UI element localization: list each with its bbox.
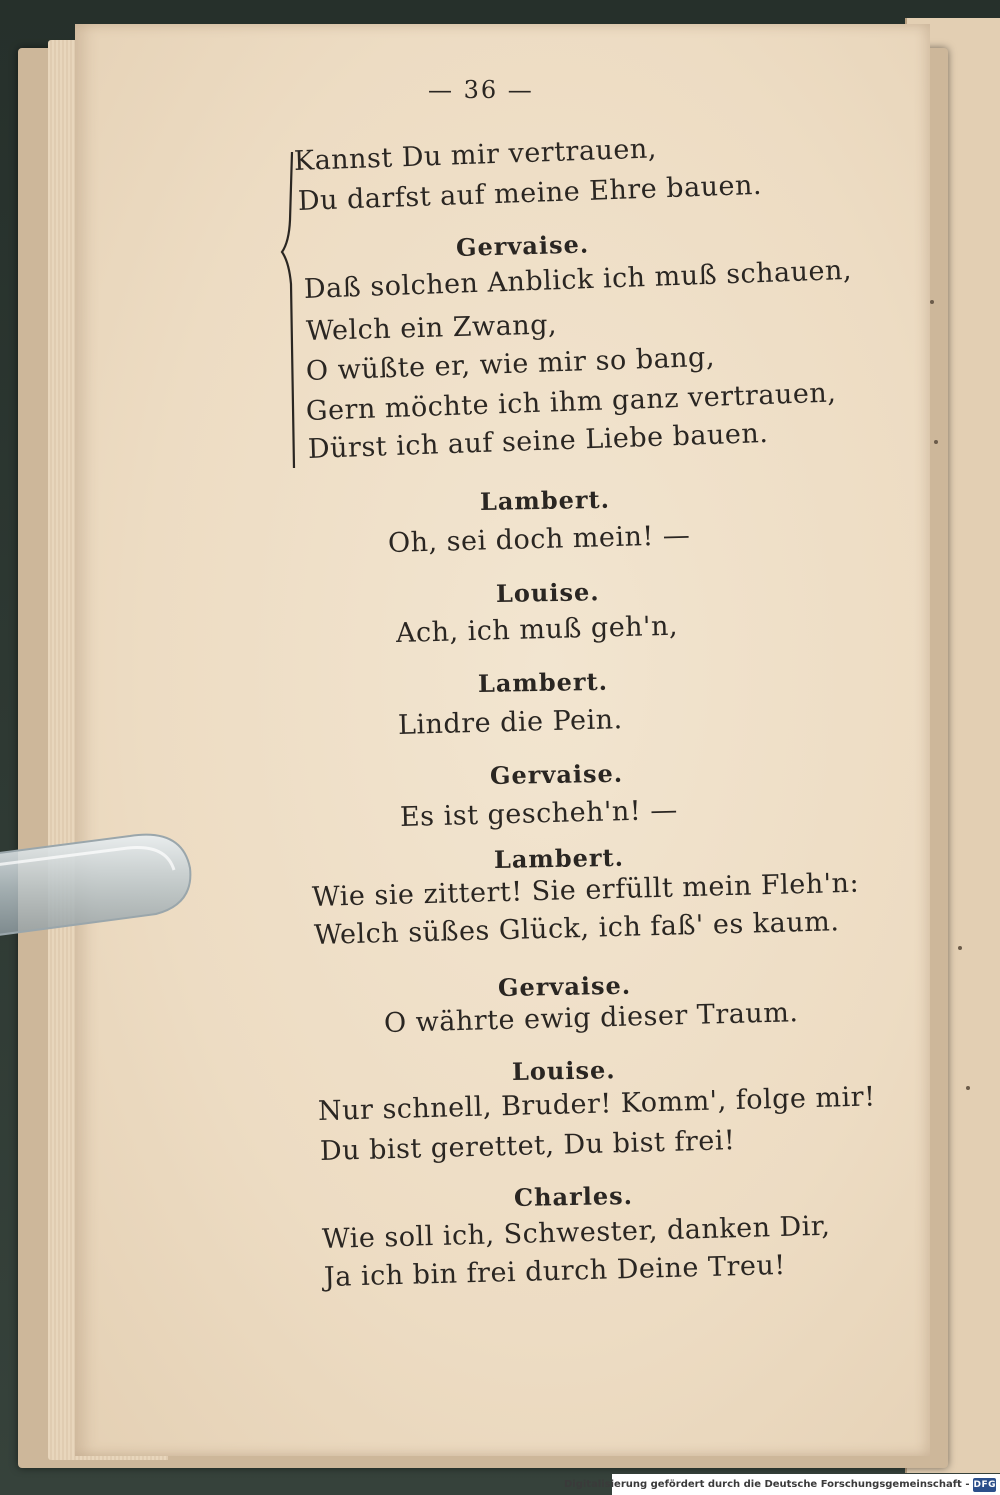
text-line: Lindre die Pein. — [397, 704, 624, 741]
text-line: Ja ich bin frei durch Deine Treu! — [323, 1249, 786, 1293]
speaker-name: Charles. — [513, 1180, 634, 1212]
text-line: Kannst Du mir vertrauen, — [293, 133, 658, 177]
paper-speck — [930, 300, 934, 304]
dfg-logo-icon: DFG — [973, 1479, 996, 1490]
speaker-name: Lambert. — [493, 842, 625, 874]
paper-speck — [966, 1086, 970, 1090]
paper-speck — [958, 946, 962, 950]
text-line: Es ist gescheh'n! — — [399, 794, 679, 833]
speaker-name: Louise. — [495, 577, 600, 608]
text-line: Dürst ich auf seine Liebe bauen. — [307, 417, 769, 465]
speaker-name: Louise. — [511, 1055, 616, 1086]
text-line: Welch ein Zwang, — [305, 309, 558, 347]
speaker-name: Gervaise. — [489, 758, 624, 790]
text-line: Oh, sei doch mein! — — [387, 520, 691, 559]
paper-speck — [934, 440, 938, 444]
text-line: Daß solchen Anblick ich muß schauen, — [303, 254, 853, 305]
digitization-footer — [563, 1474, 1000, 1495]
text-line: Wie soll ich, Schwester, danken Dir, — [321, 1210, 831, 1255]
speaker-name: Lambert. — [477, 666, 609, 698]
text-line: O währte ewig dieser Traum. — [383, 997, 799, 1039]
text-line: Du bist gerettet, Du bist frei! — [319, 1125, 736, 1167]
page-number: — 36 — — [428, 76, 534, 104]
text-line: Ach, ich muß geh'n, — [395, 610, 679, 649]
funding-notice: Digitalisierung gefördert durch die Deutsche Forschungsgemeinschaft - — [563, 1479, 970, 1490]
text-line: Du darfst auf meine Ehre bauen. — [297, 169, 763, 217]
text-line: O wüßte er, wie mir so bang, — [305, 341, 716, 387]
text-line: Wie sie zittert! Sie erfüllt mein Fleh'n: — [311, 867, 860, 913]
speaker-name: Gervaise. — [455, 229, 590, 262]
plastic-page-holder — [0, 828, 196, 946]
text-line: Nur schnell, Bruder! Komm', folge mir! — [317, 1081, 876, 1127]
speaker-name: Gervaise. — [497, 970, 632, 1002]
speaker-name: Lambert. — [479, 484, 611, 516]
text-line: Gern möchte ich ihm ganz vertrauen, — [305, 377, 837, 427]
text-line: Welch süßes Glück, ich faß' es kaum. — [313, 906, 840, 951]
